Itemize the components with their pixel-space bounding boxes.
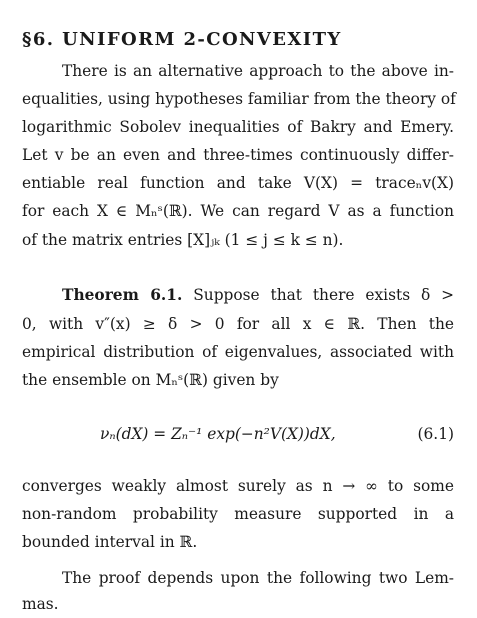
paragraph-line: converges weakly almost surely as n → ∞ to some <box>22 477 454 495</box>
paragraph-line: for each X ∈ Mₙˢ(ℝ). We can regard V as a function <box>22 202 454 220</box>
paragraph-line: of the matrix entries [X]ⱼₖ (1 ≤ j ≤ k ≤ n). <box>22 231 344 249</box>
equation-body: νₙ(dX) = Zₙ⁻¹ exp(−n²V(X))dX, <box>100 425 336 443</box>
section-heading: §6. UNIFORM 2-CONVEXITY <box>22 29 342 50</box>
theorem-line: empirical distribution of eigenvalues, associated with <box>22 343 454 361</box>
equation-number: (6.1) <box>417 425 454 443</box>
paragraph-line: There is an alternative approach to the above in- <box>62 62 454 80</box>
paragraph-line: bounded interval in ℝ. <box>22 533 198 551</box>
theorem-line: the ensemble on Mₙˢ(ℝ) given by <box>22 371 279 389</box>
paragraph-line: The proof depends upon the following two Lem- <box>62 569 454 587</box>
paragraph-line: logarithmic Sobolev inequalities of Bakry and Emery. <box>22 118 454 136</box>
paragraph-line: mas. <box>22 595 59 613</box>
theorem-label: Theorem 6.1. <box>62 286 183 304</box>
theorem-text: Suppose that there exists δ > <box>193 286 454 304</box>
theorem-line: 0, with v″(x) ≥ δ > 0 for all x ∈ ℝ. Then the <box>22 315 454 333</box>
paragraph-line: equalities, using hypotheses familiar from the theory of <box>22 90 456 108</box>
paragraph-line: non-random probability measure supported in a <box>22 505 454 523</box>
paragraph-line: Let v be an even and three-times continuously differ- <box>22 146 454 164</box>
paragraph-line: entiable real function and take V(X) = traceₙv(X) <box>22 174 454 192</box>
theorem-first-line <box>62 285 454 305</box>
display-equation <box>100 425 454 449</box>
